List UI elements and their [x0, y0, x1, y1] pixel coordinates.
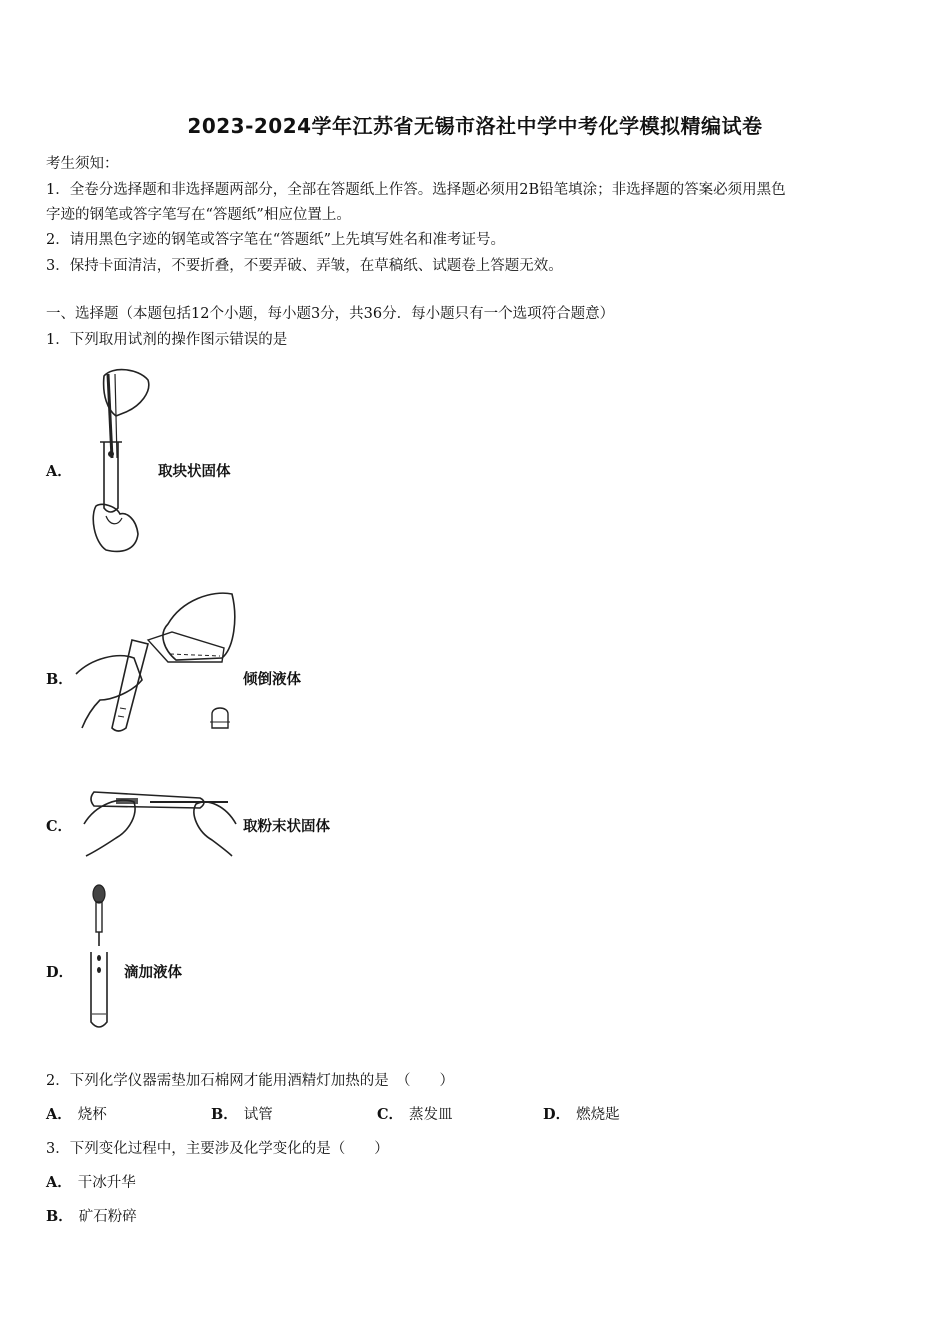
q2-choice-c[interactable]	[377, 1103, 453, 1124]
question-2-stem: 2．下列化学仪器需垫加石棉网才能用酒精灯加热的是 （ ）	[46, 1073, 454, 1089]
q2-choice-b-letter: B．	[211, 1106, 238, 1123]
q3-choice-a-text: 干冰升华	[77, 1175, 136, 1191]
q2-choice-d-letter: D．	[543, 1106, 571, 1123]
notice-item-3: 3．保持卡面清洁，不要折叠，不要弄破、弄皱，在草稿纸、试题卷上答题无效。	[46, 258, 563, 274]
pour-liquid-icon	[72, 588, 242, 738]
option-a-letter: A．	[46, 463, 72, 480]
question-1-stem: 1．下列取用试剂的操作图示错误的是	[46, 332, 288, 348]
section-heading: 一、选择题（本题包括12个小题，每小题3分，共36分．每小题只有一个选项符合题意）	[46, 306, 615, 322]
dropper-icon	[86, 884, 116, 1034]
q3-choice-a[interactable]	[46, 1171, 136, 1192]
q3-choice-b-letter: B．	[46, 1208, 73, 1225]
option-c-letter: C．	[46, 818, 73, 835]
q2-choice-a-text: 烧杯	[77, 1107, 107, 1123]
q2-choice-d-text: 燃烧匙	[576, 1107, 620, 1123]
test-tube-solid-icon	[82, 366, 162, 556]
question-3-stem: 3．下列变化过程中，主要涉及化学变化的是（ ）	[46, 1141, 389, 1157]
option-b-text: 倾倒液体	[243, 671, 301, 688]
q2-choice-a-letter: A．	[46, 1106, 72, 1123]
option-d-letter: D．	[46, 964, 74, 981]
q2-choice-c-text: 蒸发皿	[409, 1107, 453, 1123]
q2-choice-b[interactable]	[211, 1103, 273, 1124]
notice-item-1-cont: 字迹的钢笔或答字笔写在“答题纸”相应位置上。	[46, 207, 351, 223]
q2-choice-d[interactable]	[543, 1103, 620, 1124]
option-d-text: 滴加液体	[124, 964, 182, 981]
notice-item-2: 2．请用黑色字迹的钢笔或答字笔在“答题纸”上先填写姓名和准考证号。	[46, 232, 506, 248]
q2-choice-b-text: 试管	[243, 1107, 273, 1123]
option-c-text: 取粉末状固体	[243, 818, 330, 835]
q2-choice-c-letter: C．	[377, 1106, 404, 1123]
q2-choice-a[interactable]	[46, 1103, 107, 1124]
option-a-text: 取块状固体	[158, 463, 231, 480]
option-b-letter: B．	[46, 671, 73, 688]
q3-choice-b-text: 矿石粉碎	[78, 1209, 137, 1225]
powder-spatula-icon	[80, 780, 240, 860]
notice-heading: 考生须知：	[46, 156, 119, 172]
notice-item-1: 1．全卷分选择题和非选择题两部分，全部在答题纸上作答。选择题必须用2B铅笔填涂；非选择题的答案必须用黑色	[46, 182, 786, 198]
q3-choice-a-letter: A．	[46, 1174, 72, 1191]
q3-choice-b[interactable]	[46, 1205, 137, 1226]
page-title: 2023-2024学年江苏省无锡市洛社中学中考化学模拟精编试卷	[187, 114, 763, 138]
